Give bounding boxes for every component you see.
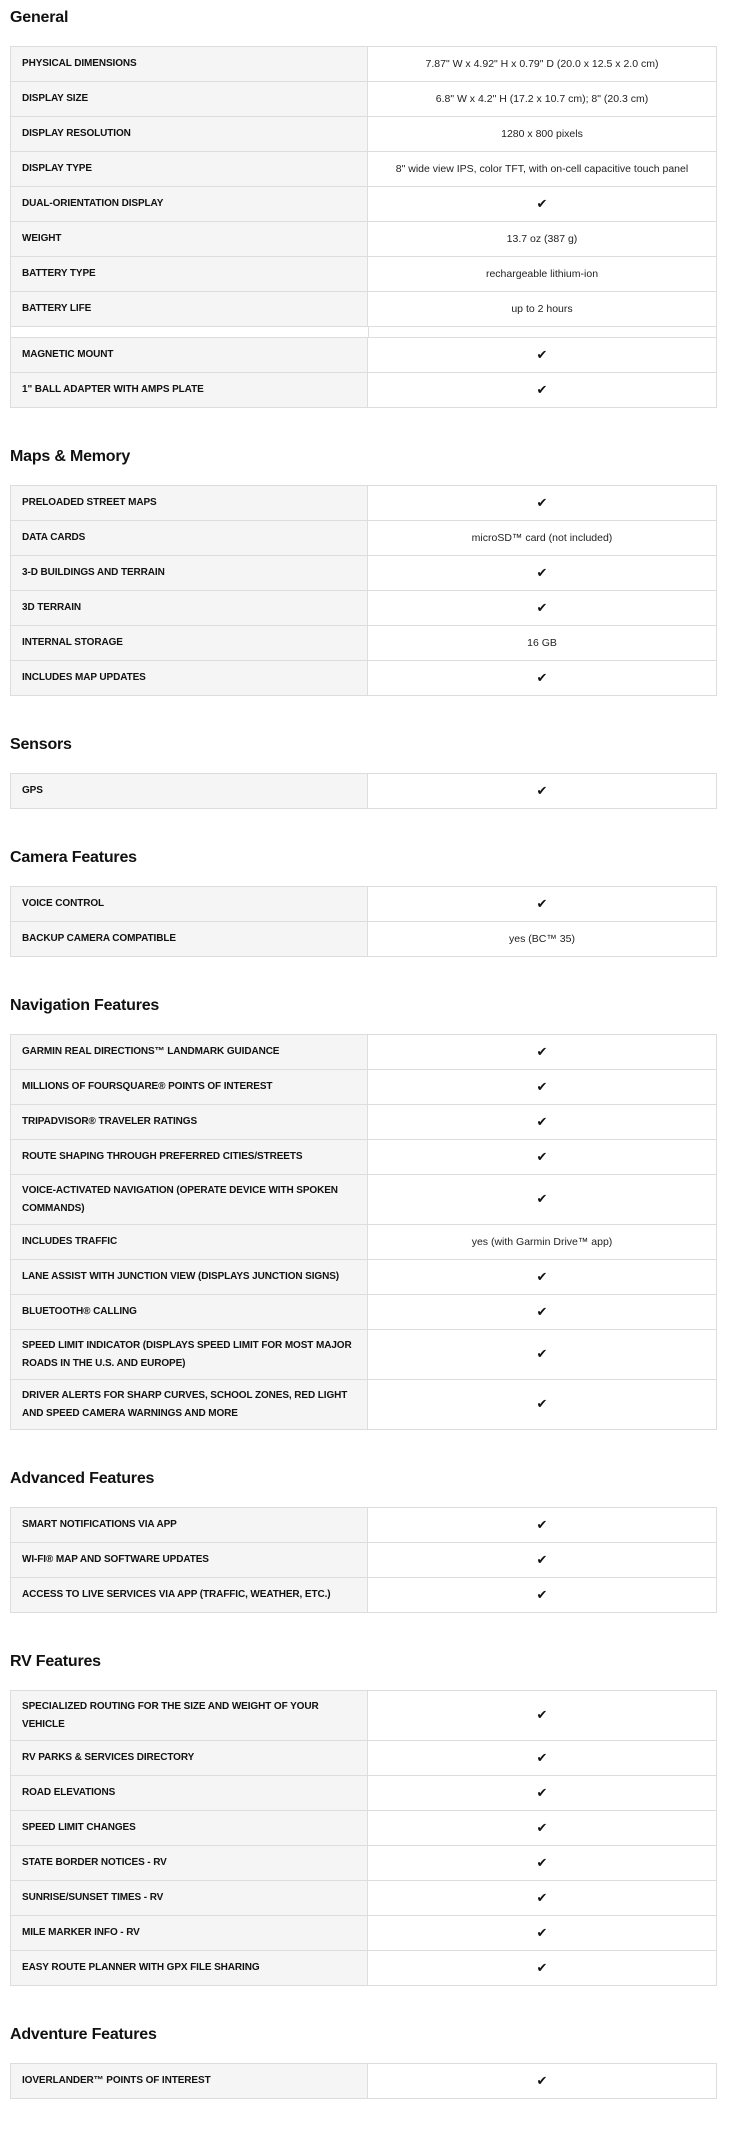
section-body — [10, 1034, 717, 1430]
spec-value — [368, 1881, 716, 1915]
spec-table — [10, 1690, 717, 1986]
check-icon: ✔ — [536, 565, 548, 581]
spec-label: DATA CARDS — [11, 521, 368, 555]
spec-value — [368, 47, 716, 81]
spec-value-text: 8" wide view IPS, color TFT, with on-cell capacitive touch panel — [395, 162, 689, 175]
spec-value-text: 6.8" W x 4.2" H (17.2 x 10.7 cm); 8" (20.3 cm) — [435, 92, 649, 105]
spec-label: DUAL-ORIENTATION DISPLAY — [11, 187, 368, 221]
check-icon: ✔ — [536, 1855, 548, 1871]
check-icon: ✔ — [536, 1397, 548, 1412]
spec-value — [368, 1070, 716, 1104]
check-icon: ✔ — [536, 1890, 548, 1906]
spec-value-text: up to 2 hours — [511, 302, 573, 315]
spec-label: DISPLAY SIZE — [11, 82, 368, 116]
spec-label: SUNRISE/SUNSET TIMES - RV — [11, 1881, 368, 1915]
group-gap — [10, 327, 717, 337]
spec-value — [368, 222, 716, 256]
spec-label: LANE ASSIST WITH JUNCTION VIEW (DISPLAYS JUNCTION SIGNS) — [11, 1260, 368, 1294]
spec-row — [11, 1691, 716, 1740]
spec-table — [10, 886, 717, 957]
spec-label: MILLIONS OF FOURSQUARE® POINTS OF INTEREST — [11, 1070, 368, 1104]
spec-label: RV PARKS & SERVICES DIRECTORY — [11, 1741, 368, 1775]
spec-label: MAGNETIC MOUNT — [11, 338, 368, 372]
spec-label: SPEED LIMIT CHANGES — [11, 1811, 368, 1845]
check-icon: ✔ — [536, 1587, 548, 1603]
section-body — [10, 1690, 717, 1986]
spec-value — [368, 187, 716, 221]
spec-row — [11, 291, 716, 326]
check-icon: ✔ — [536, 1269, 548, 1285]
check-icon: ✔ — [536, 783, 548, 799]
spec-row — [11, 1810, 716, 1845]
spec-row — [11, 1224, 716, 1259]
spec-value — [368, 1846, 716, 1880]
section-body — [10, 1507, 717, 1613]
spec-label: INCLUDES MAP UPDATES — [11, 661, 368, 695]
section-body — [10, 886, 717, 957]
spec-value — [368, 1951, 716, 1985]
check-icon: ✔ — [536, 382, 548, 398]
spec-section — [10, 734, 717, 809]
spec-row — [11, 774, 716, 808]
spec-value — [368, 1578, 716, 1612]
spec-row — [11, 1880, 716, 1915]
spec-row — [11, 116, 716, 151]
spec-row — [11, 151, 716, 186]
spec-value — [368, 1175, 716, 1224]
spec-row — [11, 660, 716, 695]
check-icon: ✔ — [536, 495, 548, 511]
spec-value — [368, 887, 716, 921]
spec-section — [10, 1651, 717, 1986]
spec-label: BACKUP CAMERA COMPATIBLE — [11, 922, 368, 956]
spec-label: DRIVER ALERTS FOR SHARP CURVES, SCHOOL ZONES, RED LIGHT AND SPEED CAMERA WARNINGS AND MORE — [11, 1380, 368, 1429]
section-title: Sensors — [10, 736, 72, 753]
section-title: Navigation Features — [10, 997, 160, 1014]
section-title: RV Features — [10, 1653, 101, 1670]
spec-row — [11, 625, 716, 660]
spec-value — [368, 1741, 716, 1775]
spec-label: SPECIALIZED ROUTING FOR THE SIZE AND WEIGHT OF YOUR VEHICLE — [11, 1691, 368, 1740]
spec-row — [11, 1542, 716, 1577]
spec-label: PHYSICAL DIMENSIONS — [11, 47, 368, 81]
spec-value — [368, 373, 716, 407]
spec-label: SPEED LIMIT INDICATOR (DISPLAYS SPEED LIMIT FOR MOST MAJOR ROADS IN THE U.S. AND EUROPE) — [11, 1330, 368, 1379]
spec-row — [11, 555, 716, 590]
check-icon: ✔ — [536, 1347, 548, 1362]
check-icon: ✔ — [536, 1708, 548, 1723]
spec-row — [11, 520, 716, 555]
spec-section — [10, 847, 717, 957]
check-icon: ✔ — [536, 1925, 548, 1941]
check-icon: ✔ — [536, 1304, 548, 1320]
spec-value — [368, 774, 716, 808]
spec-row — [11, 1915, 716, 1950]
spec-row — [11, 1740, 716, 1775]
spec-label: ACCESS TO LIVE SERVICES VIA APP (TRAFFIC, WEATHER, ETC.) — [11, 1578, 368, 1612]
spec-label: ROAD ELEVATIONS — [11, 1776, 368, 1810]
spec-value — [368, 152, 716, 186]
spec-label: DISPLAY RESOLUTION — [11, 117, 368, 151]
spec-value — [368, 1330, 716, 1379]
spec-table — [10, 2063, 717, 2099]
spec-label: ROUTE SHAPING THROUGH PREFERRED CITIES/STREETS — [11, 1140, 368, 1174]
spec-label: GARMIN REAL DIRECTIONS™ LANDMARK GUIDANCE — [11, 1035, 368, 1069]
spec-label: 3-D BUILDINGS AND TERRAIN — [11, 556, 368, 590]
spec-value — [368, 1691, 716, 1740]
spec-row — [11, 1379, 716, 1429]
check-icon: ✔ — [536, 1192, 548, 1207]
spec-section — [10, 1468, 717, 1613]
spec-label: GPS — [11, 774, 368, 808]
spec-row — [11, 590, 716, 625]
spec-value — [368, 2064, 716, 2098]
spec-value — [368, 1140, 716, 1174]
spec-row — [11, 1035, 716, 1069]
spec-label: 3D TERRAIN — [11, 591, 368, 625]
spec-value — [368, 1508, 716, 1542]
spec-row — [11, 372, 716, 407]
spec-row — [11, 81, 716, 116]
spec-table — [10, 773, 717, 809]
spec-row — [11, 1577, 716, 1612]
check-icon: ✔ — [536, 600, 548, 616]
spec-label: TRIPADVISOR® TRAVELER RATINGS — [11, 1105, 368, 1139]
spec-value-text: 7.87" W x 4.92" H x 0.79" D (20.0 x 12.5 x 2.0 cm) — [425, 57, 659, 70]
spec-label: BATTERY LIFE — [11, 292, 368, 326]
spec-row — [11, 338, 716, 372]
spec-row — [11, 2064, 716, 2098]
spec-row — [11, 887, 716, 921]
section-title: Adventure Features — [10, 2026, 157, 2043]
section-body — [10, 485, 717, 696]
spec-row — [11, 1508, 716, 1542]
spec-table — [10, 46, 717, 327]
spec-label: WI-FI® MAP AND SOFTWARE UPDATES — [11, 1543, 368, 1577]
spec-value — [368, 117, 716, 151]
spec-value — [368, 1260, 716, 1294]
check-icon: ✔ — [536, 2073, 548, 2089]
check-icon: ✔ — [536, 196, 548, 212]
spec-section — [10, 7, 717, 408]
section-title: Advanced Features — [10, 1470, 155, 1487]
section-body — [10, 773, 717, 809]
spec-row — [11, 1139, 716, 1174]
spec-label: PRELOADED STREET MAPS — [11, 486, 368, 520]
spec-value-text: 16 GB — [527, 636, 557, 649]
spec-label: WEIGHT — [11, 222, 368, 256]
spec-row — [11, 921, 716, 956]
check-icon: ✔ — [536, 1785, 548, 1801]
spec-table — [10, 337, 717, 408]
spec-label: IOVERLANDER™ POINTS OF INTEREST — [11, 2064, 368, 2098]
spec-value-text: 1280 x 800 pixels — [501, 127, 583, 140]
check-icon: ✔ — [536, 1044, 548, 1060]
spec-row — [11, 1259, 716, 1294]
spec-section — [10, 995, 717, 1430]
spec-value — [368, 1105, 716, 1139]
spec-label: EASY ROUTE PLANNER WITH GPX FILE SHARING — [11, 1951, 368, 1985]
spec-value — [368, 1295, 716, 1329]
spec-value — [368, 1776, 716, 1810]
spec-value — [368, 591, 716, 625]
spec-label: VOICE CONTROL — [11, 887, 368, 921]
spec-row — [11, 1294, 716, 1329]
spec-value — [368, 661, 716, 695]
spec-row — [11, 1950, 716, 1985]
spec-row — [11, 1775, 716, 1810]
spec-value — [368, 1916, 716, 1950]
spec-table — [10, 485, 717, 696]
spec-row — [11, 1104, 716, 1139]
spec-value — [368, 1811, 716, 1845]
spec-row — [11, 1845, 716, 1880]
spec-row — [11, 186, 716, 221]
spec-value — [368, 521, 716, 555]
check-icon: ✔ — [536, 1750, 548, 1766]
spec-label: INCLUDES TRAFFIC — [11, 1225, 368, 1259]
spec-value-text: yes (with Garmin Drive™ app) — [471, 1235, 613, 1248]
section-body — [10, 46, 717, 408]
spec-row — [11, 256, 716, 291]
spec-value — [368, 1035, 716, 1069]
spec-section — [10, 446, 717, 696]
spec-value — [368, 292, 716, 326]
spec-table — [10, 1507, 717, 1613]
spec-row — [11, 221, 716, 256]
spec-value-text: 13.7 oz (387 g) — [506, 232, 578, 245]
check-icon: ✔ — [536, 896, 548, 912]
spec-label: MILE MARKER INFO - RV — [11, 1916, 368, 1950]
spec-label: 1" BALL ADAPTER WITH AMPS PLATE — [11, 373, 368, 407]
spec-label: SMART NOTIFICATIONS VIA APP — [11, 1508, 368, 1542]
spec-row — [11, 47, 716, 81]
spec-value — [368, 257, 716, 291]
spec-label: BATTERY TYPE — [11, 257, 368, 291]
spec-value — [368, 82, 716, 116]
spec-label: DISPLAY TYPE — [11, 152, 368, 186]
spec-value-text: yes (BC™ 35) — [509, 932, 575, 945]
spec-value-text: microSD™ card (not included) — [471, 531, 613, 544]
check-icon: ✔ — [536, 1079, 548, 1095]
spec-value-text: rechargeable lithium-ion — [485, 267, 599, 280]
spec-value — [368, 1380, 716, 1429]
section-title: Camera Features — [10, 849, 137, 866]
spec-section — [10, 2024, 717, 2099]
spec-value — [368, 922, 716, 956]
section-title: General — [10, 9, 69, 26]
spec-row — [11, 486, 716, 520]
spec-label: VOICE-ACTIVATED NAVIGATION (OPERATE DEVICE WITH SPOKEN COMMANDS) — [11, 1175, 368, 1224]
check-icon: ✔ — [536, 347, 548, 363]
spec-value — [368, 1225, 716, 1259]
section-title: Maps & Memory — [10, 448, 131, 465]
spec-value — [368, 1543, 716, 1577]
spec-label: STATE BORDER NOTICES - RV — [11, 1846, 368, 1880]
check-icon: ✔ — [536, 1517, 548, 1533]
check-icon: ✔ — [536, 1552, 548, 1568]
spec-value — [368, 338, 716, 372]
spec-row — [11, 1329, 716, 1379]
spec-table — [10, 1034, 717, 1430]
check-icon: ✔ — [536, 670, 548, 686]
spec-value — [368, 626, 716, 660]
check-icon: ✔ — [536, 1149, 548, 1165]
spec-row — [11, 1174, 716, 1224]
spec-value — [368, 486, 716, 520]
check-icon: ✔ — [536, 1114, 548, 1130]
check-icon: ✔ — [536, 1960, 548, 1976]
spec-label: INTERNAL STORAGE — [11, 626, 368, 660]
spec-value — [368, 556, 716, 590]
spec-label: BLUETOOTH® CALLING — [11, 1295, 368, 1329]
section-body — [10, 2063, 717, 2099]
spec-row — [11, 1069, 716, 1104]
check-icon: ✔ — [536, 1820, 548, 1836]
